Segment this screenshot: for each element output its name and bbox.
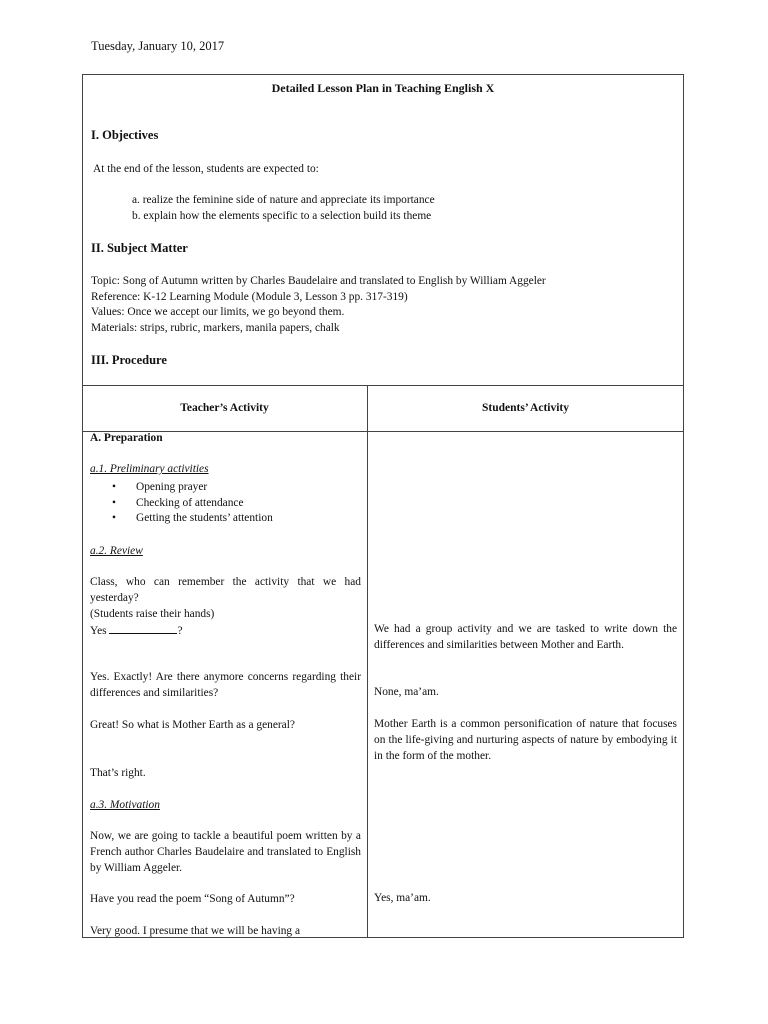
review-title: a.2. Review <box>90 545 143 557</box>
teacher-thats-right: That’s right. <box>90 767 146 779</box>
preliminary-activities-list <box>112 480 273 527</box>
list-item: • Getting the students’ attention <box>112 511 273 527</box>
student-yes: Yes, ma’am. <box>374 892 431 904</box>
student-mother-earth: Mother Earth is a common personification of nature that focuses on the life-giving and nurturing aspects of nature by embodying it in the form of the mother. <box>374 718 677 762</box>
subject-values: Values: Once we accept our limits, we go beyond them. <box>91 306 345 318</box>
teacher-note-raise-hands: (Students raise their hands) <box>90 608 215 620</box>
preparation-heading: A. Preparation <box>90 432 163 444</box>
list-item: • Opening prayer <box>112 480 273 496</box>
teacher-question-review: Class, who can remember the activity that we had yesterday? <box>90 576 361 604</box>
teacher-activity-header: Teacher’s Activity <box>180 402 269 414</box>
teacher-yes-blank <box>90 622 361 639</box>
teacher-poem-intro: Now, we are going to tackle a beautiful poem written by a French author Charles Baudelaire and translated to English by William Aggeler. <box>90 830 361 874</box>
subject-matter-heading: II. Subject Matter <box>91 241 188 255</box>
page-title: Detailed Lesson Plan in Teaching English X <box>271 81 495 95</box>
subject-materials: Materials: strips, rubric, markers, manila papers, chalk <box>91 322 340 334</box>
subject-topic: Topic: Song of Autumn written by Charles Baudelaire and translated to English by William Aggeler <box>91 275 546 287</box>
teacher-exactly: Yes. Exactly! Are there anymore concerns regarding their differences and similarities? <box>90 671 361 699</box>
subject-reference: Reference: K-12 Learning Module (Module 3, Lesson 3 pp. 317-319) <box>91 291 408 303</box>
teacher-very-good: Very good. I presume that we will be having a <box>90 925 301 937</box>
yes-suffix: ? <box>177 625 183 637</box>
teacher-read-poem: Have you read the poem “Song of Autumn”? <box>90 893 295 905</box>
motivation-title: a.3. Motivation <box>90 799 160 811</box>
yes-prefix: Yes <box>90 625 107 637</box>
student-none: None, ma’am. <box>374 686 439 698</box>
procedure-heading: III. Procedure <box>91 353 167 367</box>
table-column-divider <box>367 385 368 938</box>
student-group-activity: We had a group activity and we are tasked to write down the differences and similarities between Mother and Earth. <box>374 623 677 651</box>
table-divider-top <box>82 385 684 386</box>
objective-item: a. realize the feminine side of nature and appreciate its importance <box>132 194 435 206</box>
objective-item: b. explain how the elements specific to a selection build its theme <box>132 210 432 222</box>
student-activity-header: Students’ Activity <box>482 402 569 414</box>
list-item: • Checking of attendance <box>112 496 273 512</box>
objectives-intro: At the end of the lesson, students are expected to: <box>93 163 319 175</box>
objectives-heading: I. Objectives <box>91 128 159 142</box>
teacher-great: Great! So what is Mother Earth as a general? <box>90 719 295 731</box>
preliminary-activities-title: a.1. Preliminary activities <box>90 463 209 475</box>
document-date: Tuesday, January 10, 2017 <box>91 39 225 53</box>
answer-blank <box>109 622 177 634</box>
